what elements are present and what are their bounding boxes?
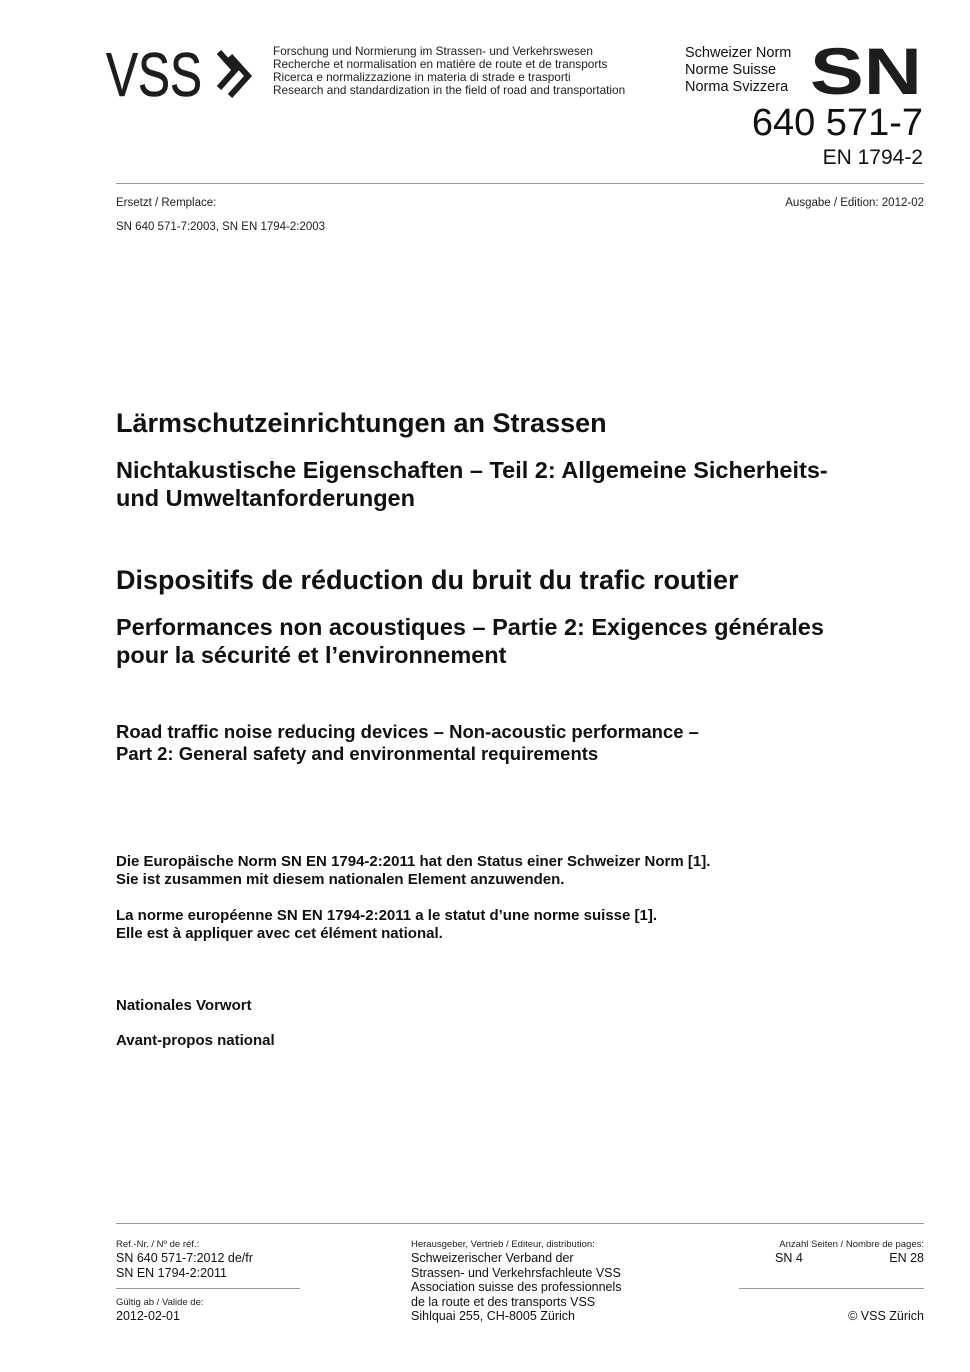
vss-logo-text: VSS <box>106 42 202 104</box>
status-de <box>116 853 710 889</box>
org-line: Ricerca e normalizzazione in materia di strade e trasporti <box>273 70 571 84</box>
title-en-line: Road traffic noise reducing devices – Non-acoustic performance – <box>116 721 699 742</box>
subtitle-de-line: und Umweltanforderungen <box>116 485 415 511</box>
copyright: © VSS Zürich <box>848 1309 924 1323</box>
header-divider <box>116 183 924 184</box>
sn-logo-text: SN <box>810 44 922 96</box>
org-line: Recherche et normalisation en matière de route et de transports <box>273 57 608 71</box>
publisher-label: Herausgeber, Vertrieb / Editeur, distribution: <box>411 1239 595 1250</box>
standard-number: 640 571-7 <box>751 102 923 144</box>
valid-value: 2012-02-01 <box>116 1309 180 1323</box>
subtitle-fr <box>116 613 824 669</box>
title-de: Lärmschutzeinrichtungen an Strassen <box>116 408 607 438</box>
publisher-line: de la route et des transports VSS <box>411 1294 596 1309</box>
publisher-line: Sihlquai 255, CH-8005 Zürich <box>411 1309 575 1323</box>
publisher-line: Strassen- und Verkehrsfachleute VSS <box>411 1265 621 1280</box>
edition: Ausgabe / Edition: 2012-02 <box>785 197 924 209</box>
org-line: Research and standardization in the field of road and transportation <box>273 83 626 97</box>
ref-label: Ref.-Nr. / Nº de réf.: <box>116 1239 200 1250</box>
replaces-label: Ersetzt / Remplace: <box>116 197 217 209</box>
publisher-line: Schweizerischer Verband der <box>411 1251 574 1265</box>
pages-label: Anzahl Seiten / Nombre de pages: <box>779 1239 924 1250</box>
ref-value: SN EN 1794-2:2011 <box>116 1265 227 1280</box>
org-description <box>273 45 625 97</box>
title-en-line: Part 2: General safety and environmental requirements <box>116 743 599 764</box>
status-fr-line: La norme européenne SN EN 1794-2:2011 a le statut d’une norme suisse [1]. <box>116 907 658 924</box>
sn-logo <box>810 44 924 96</box>
sn-name-de: Schweizer Norm <box>685 45 792 61</box>
ref-value: SN 640 571-7:2012 de/fr <box>116 1251 253 1265</box>
status-de-line: Sie ist zusammen mit diesem nationalen Element anzuwenden. <box>116 871 565 888</box>
title-en <box>116 721 699 765</box>
sn-names <box>685 45 791 96</box>
subtitle-de <box>116 456 828 512</box>
ref-values <box>116 1251 253 1280</box>
subtitle-fr-line: Performances non acoustiques – Partie 2: Exigences générales <box>116 614 824 640</box>
footer-right-divider <box>739 1288 924 1289</box>
publisher-address <box>411 1251 622 1324</box>
org-line: Forschung und Normierung im Strassen- und Verkehrswesen <box>273 44 593 58</box>
sn-name-fr: Norme Suisse <box>685 62 777 78</box>
title-fr: Dispositifs de réduction du bruit du trafic routier <box>116 565 739 595</box>
footer-left-divider <box>116 1288 300 1289</box>
pages-en: EN 28 <box>889 1251 924 1265</box>
status-fr <box>116 907 657 943</box>
subtitle-fr-line: pour la sécurité et l’environnement <box>116 642 507 668</box>
pages-sn: SN 4 <box>775 1251 803 1265</box>
publisher-line: Association suisse des professionnels <box>411 1280 622 1294</box>
footer-divider <box>116 1223 924 1224</box>
replaces-value: SN 640 571-7:2003, SN EN 1794-2:2003 <box>116 221 326 233</box>
sn-name-it: Norma Svizzera <box>685 79 789 95</box>
valid-label: Gültig ab / Valide de: <box>116 1297 204 1308</box>
foreword-de: Nationales Vorwort <box>116 997 252 1014</box>
vss-logo <box>106 42 266 104</box>
subtitle-de-line: Nichtakustische Eigenschaften – Teil 2: Allgemeine Sicherheits- <box>116 457 828 483</box>
status-de-line: Die Europäische Norm SN EN 1794-2:2011 hat den Status einer Schweizer Norm [1]. <box>116 853 711 870</box>
en-number: EN 1794-2 <box>822 146 923 169</box>
status-fr-line: Elle est à appliquer avec cet élément national. <box>116 925 443 942</box>
foreword-fr: Avant-propos national <box>116 1032 275 1049</box>
